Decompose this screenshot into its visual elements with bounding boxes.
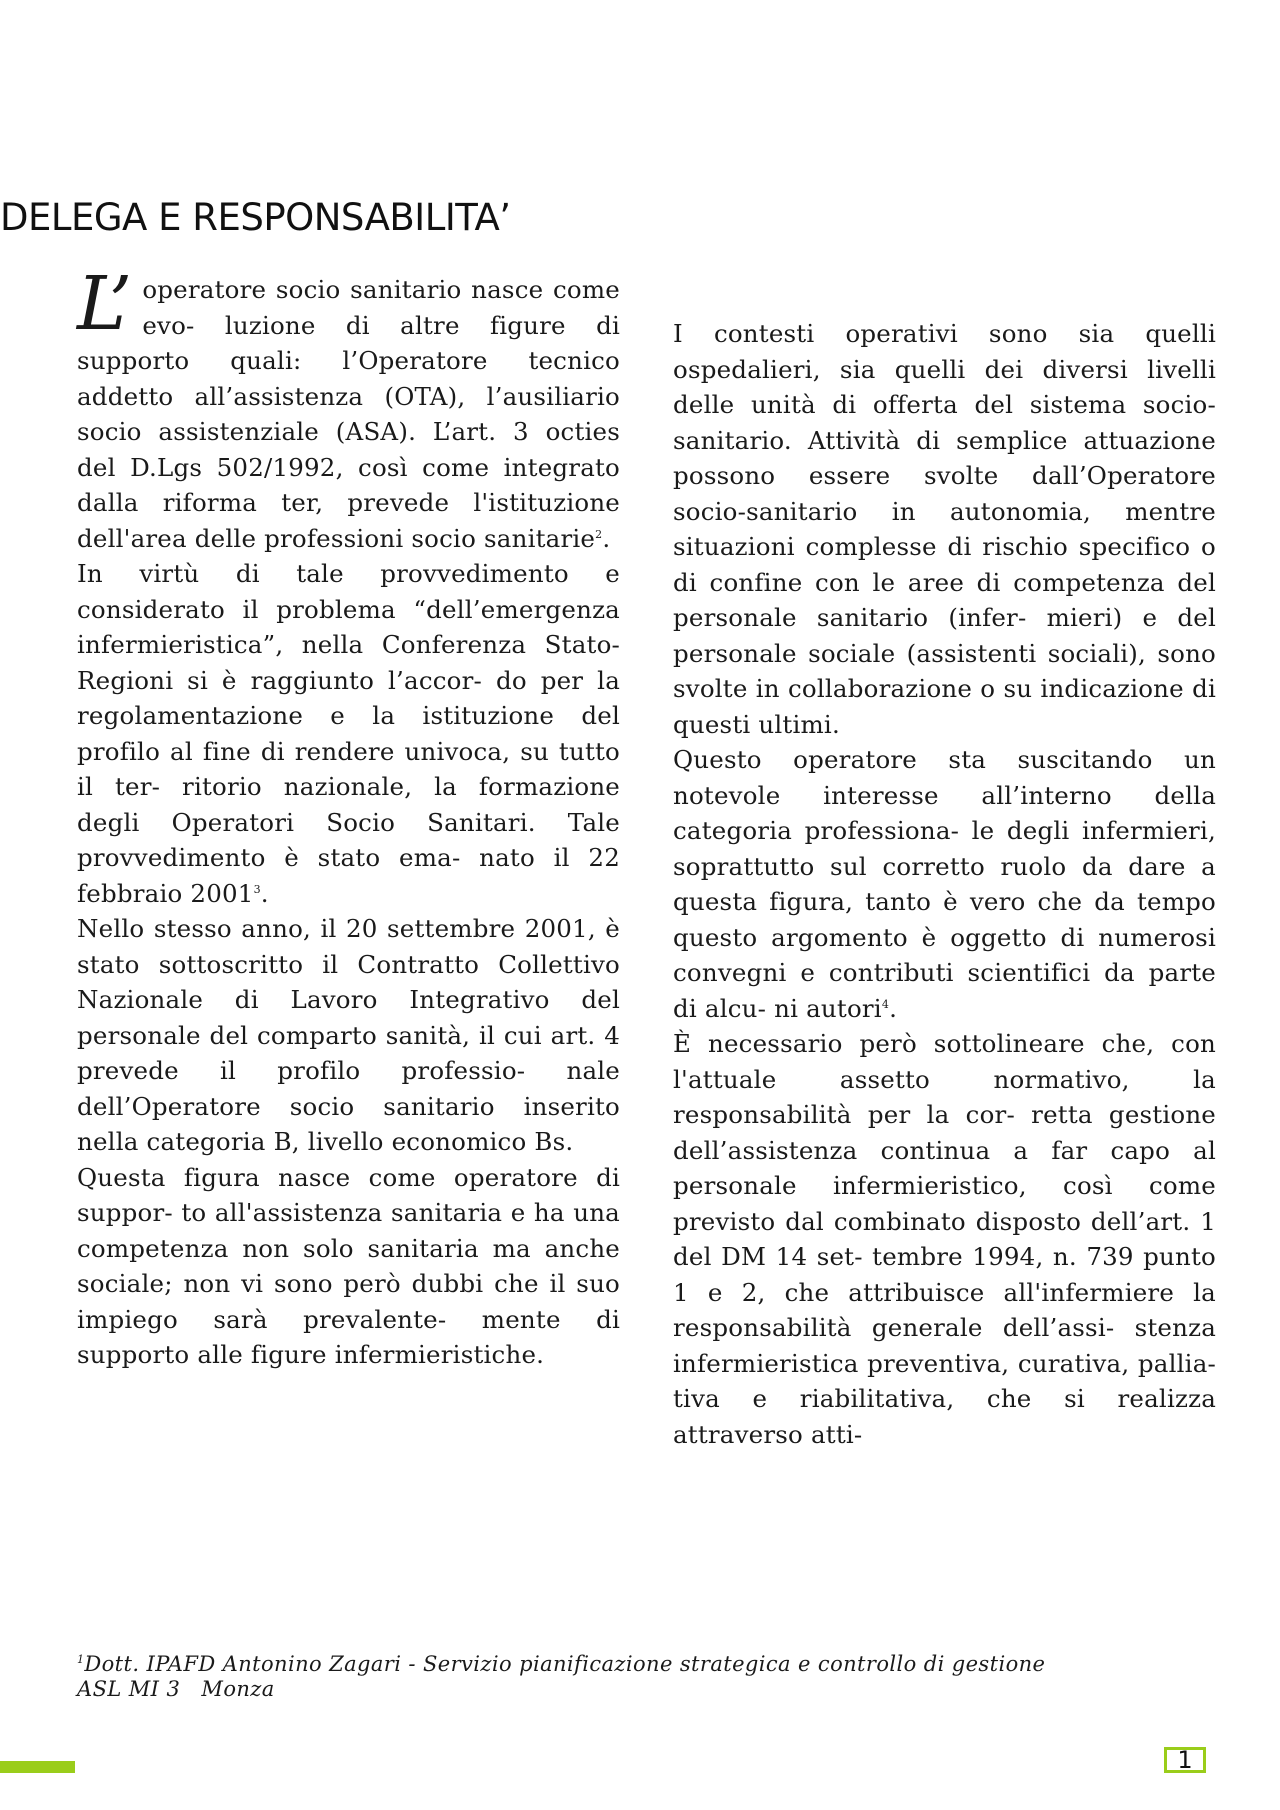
page-title: DELEGA E RESPONSABILITA’ bbox=[0, 196, 511, 239]
footnote bbox=[77, 1652, 1277, 1702]
intro-body: l’Operatore tecnico addetto all’assistenza (OTA), l’ausiliario socio assistenziale (ASA). L’art. 3 octies del D.Lgs 502/1992, così come integrato dalla riforma ter, prevede l'istituzione dell'area delle professioni socio sanitarie bbox=[77, 346, 620, 553]
paragraph-6 bbox=[673, 742, 1216, 1026]
accent-bar bbox=[0, 1761, 75, 1773]
footnote-ref-4: 4 bbox=[881, 997, 890, 1011]
intro-first-line: operatore socio sanitario nasce come evo- luzione di altre figure di supporto quali: bbox=[77, 275, 620, 375]
page-number: 1 bbox=[1164, 1747, 1206, 1773]
punctuation: . bbox=[602, 523, 611, 553]
footnote-ref-3: 3 bbox=[253, 882, 261, 896]
paragraph-text: Questo operatore sta suscitando un notevole interesse all’interno della categoria professiona- le degli infermieri, soprattutto sul corretto ruolo da dare a questa figura, tanto è vero che da tempo questo argomento è oggetto di numerosi convegni e contributi scientifici da parte di alcu- ni autori bbox=[673, 745, 1216, 1023]
left-column bbox=[77, 261, 620, 1373]
paragraph-intro bbox=[77, 261, 620, 556]
paragraph-5: I contesti operativi sono sia quelli ospedalieri, sia quelli dei diversi livelli delle unità di offerta del sistema socio-sanitario. Attività di semplice attuazione possono essere svolte dall’Operatore socio-sanitario in autonomia, mentre situazioni complesse di rischio specifico o di confine con le aree di competenza del personale sanitario (infer- mieri) e del personale sociale (assistenti sociali), sono svolte in collaborazione o su indicazione di questi ultimi. bbox=[673, 319, 1216, 739]
paragraph-3: Nello stesso anno, il 20 settembre 2001, è stato sottoscritto il Contratto Collettivo Nazionale di Lavoro Integrativo del personale del comparto sanità, il cui art. 4 prevede il profilo professio- nale dell’Operatore socio sanitario inserito nella categoria B, livello economico Bs. bbox=[77, 914, 620, 1156]
punctuation: . bbox=[889, 993, 898, 1023]
paragraph-4: Questa figura nasce come operatore di suppor- to all'assistenza sanitaria e ha una competenza non solo sanitaria ma anche sociale; non vi sono però dubbi che il suo impiego sarà prevalente- mente di supporto alle figure infermieristiche. bbox=[77, 1162, 620, 1369]
footnote-text: Dott. IPAFD Antonino Zagari - Servizio pianificazione strategica e controllo di gestione bbox=[84, 1652, 1046, 1676]
paragraph-2 bbox=[77, 556, 620, 911]
paragraph-7: È necessario però sottolineare che, con l'attuale assetto normativo, la responsabilità per la cor- retta gestione dell’assistenza continua a far capo al personale infermieristico, così come previsto dal combinato disposto dell’art. 1 del DM 14 set- tembre 1994, n. 739 punto 1 e 2, che attribuisce all'infermiere la responsabilità generale dell’assi- stenza infermieristica preventiva, curativa, pallia- tiva e riabilitativa, che si realizza attraverso atti- bbox=[673, 1029, 1216, 1449]
footnote-marker: 1 bbox=[77, 1653, 85, 1666]
footnote-line-2: ASL MI 3 Monza bbox=[77, 1677, 275, 1701]
drop-cap: L’ bbox=[77, 261, 133, 347]
footnote-ref-2: 2 bbox=[595, 527, 603, 541]
right-column bbox=[673, 316, 1216, 1452]
footnote-line-1 bbox=[77, 1652, 1277, 1677]
punctuation: . bbox=[260, 878, 269, 908]
paragraph-text: In virtù di tale provvedimento e considerato il problema “dell’emergenza infermieristica”, nella Conferenza Stato-Regioni si è raggiunto l’accor- do per la regolamentazione e la istituzione del profilo al fine di rendere univoca, su tutto il ter- ritorio nazionale, la formazione degli Operatori Socio Sanitari. Tale provvedimento è stato ema- nato il 22 febbraio 2001 bbox=[77, 559, 620, 908]
